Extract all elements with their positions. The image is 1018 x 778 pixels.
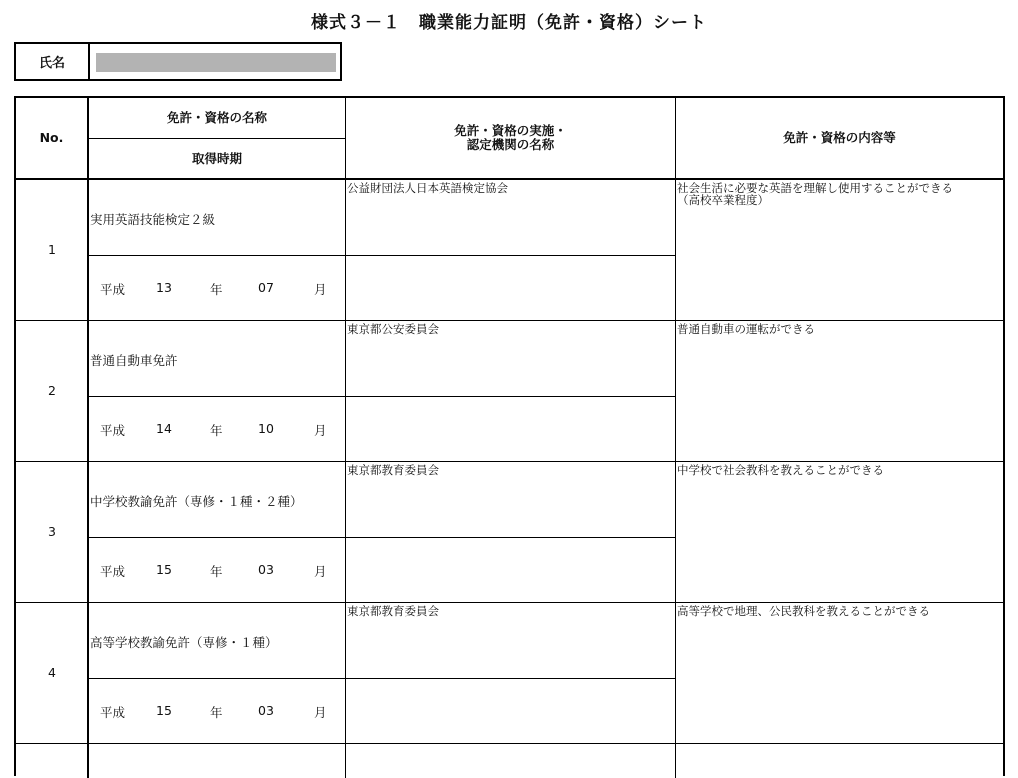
row-number: 3 <box>48 524 56 539</box>
redacted-name <box>96 53 336 72</box>
date-divider <box>89 396 345 397</box>
date-month-unit: 月 <box>314 423 327 438</box>
col-divider-no <box>87 98 89 778</box>
date-month: 10 <box>258 421 274 436</box>
header-org: 免許・資格の実施・ 認定機関の名称 <box>454 123 567 152</box>
name-field[interactable] <box>90 44 340 79</box>
header-no: No. <box>39 130 64 145</box>
date-year-unit: 年 <box>210 423 223 438</box>
row-number: 2 <box>48 383 56 398</box>
date-era: 平成 <box>100 282 126 297</box>
date-divider <box>89 255 345 256</box>
header-content: 免許・資格の内容等 <box>783 130 896 145</box>
qualification-content: 社会生活に必要な英語を理解し使用することができる （高校卒業程度） <box>677 181 953 207</box>
header-divider <box>16 178 1003 180</box>
qualification-content: 高等学校で地理、公民教科を教えることができる <box>677 604 930 618</box>
row-divider <box>16 320 1003 321</box>
date-month: 03 <box>258 703 274 718</box>
issuing-org: 公益財団法人日本英語検定協会 <box>347 181 508 195</box>
name-box <box>14 42 342 81</box>
date-month: 03 <box>258 562 274 577</box>
date-divider <box>89 537 345 538</box>
header-qual-name: 免許・資格の名称 <box>166 110 267 125</box>
date-era: 平成 <box>100 564 126 579</box>
date-era: 平成 <box>100 705 126 720</box>
name-label: 氏名 <box>16 44 90 79</box>
date-month-unit: 月 <box>314 705 327 720</box>
date-year-unit: 年 <box>210 282 223 297</box>
header-acquired: 取得時期 <box>191 150 242 166</box>
date-year: 13 <box>156 280 172 295</box>
qualification-name: 中学校教諭免許（専修・１種・２種） <box>90 494 303 509</box>
qualification-table <box>14 96 1005 776</box>
row-divider <box>16 461 1003 462</box>
date-month-unit: 月 <box>314 282 327 297</box>
row-divider <box>16 743 1003 744</box>
qualification-name: 高等学校教諭免許（専修・１種） <box>90 635 278 650</box>
qualification-name: 実用英語技能検定２級 <box>90 212 216 227</box>
org-divider <box>346 678 675 679</box>
row-divider <box>16 602 1003 603</box>
org-divider <box>346 396 675 397</box>
date-month: 07 <box>258 280 274 295</box>
qualification-content: 普通自動車の運転ができる <box>677 322 815 336</box>
row-number: 1 <box>48 242 56 257</box>
date-year: 15 <box>156 562 172 577</box>
issuing-org: 東京都教育委員会 <box>347 604 439 618</box>
issuing-org: 東京都公安委員会 <box>347 322 439 336</box>
col-divider-org <box>675 98 676 778</box>
document-title: 様式３－１ 職業能力証明（免許・資格）シート <box>311 13 707 33</box>
row-number: 4 <box>48 665 56 680</box>
date-year-unit: 年 <box>210 705 223 720</box>
date-era: 平成 <box>100 423 126 438</box>
date-month-unit: 月 <box>314 564 327 579</box>
issuing-org: 東京都教育委員会 <box>347 463 439 477</box>
org-divider <box>346 255 675 256</box>
qualification-name: 普通自動車免許 <box>90 353 178 368</box>
date-year: 15 <box>156 703 172 718</box>
date-divider <box>89 678 345 679</box>
date-year-unit: 年 <box>210 564 223 579</box>
qualification-content: 中学校で社会教科を教えることができる <box>677 463 884 477</box>
org-divider <box>346 537 675 538</box>
col-divider-name <box>345 98 346 778</box>
date-year: 14 <box>156 421 172 436</box>
